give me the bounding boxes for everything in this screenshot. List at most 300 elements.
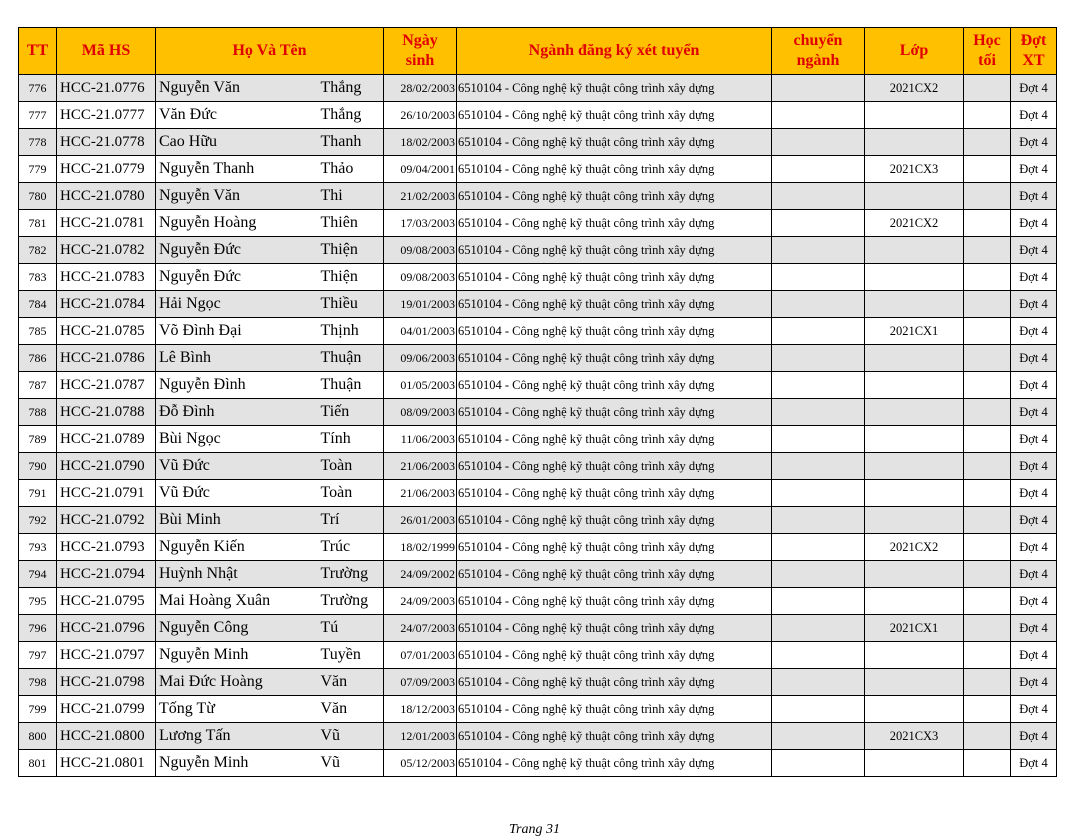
transfer-major-cell <box>772 453 865 480</box>
major-cell: 6510104 - Công nghệ kỹ thuật công trình xây dựng <box>457 129 772 156</box>
student-surname-cell: Nguyễn Thanh <box>156 156 318 183</box>
student-id-cell: HCC-21.0792 <box>57 507 156 534</box>
student-given-name-cell: Tiến <box>318 399 384 426</box>
student-surname-cell: Nguyễn Công <box>156 615 318 642</box>
header-ho-ten <box>156 28 384 75</box>
birth-date-cell: 19/01/2003 <box>384 291 457 318</box>
transfer-major-cell <box>772 426 865 453</box>
evening-class-cell <box>964 399 1011 426</box>
header-tt <box>19 28 57 75</box>
header-ngay-sinh-line1: Ngày <box>402 32 438 49</box>
birth-date-cell: 11/06/2003 <box>384 426 457 453</box>
student-id-cell: HCC-21.0796 <box>57 615 156 642</box>
evening-class-cell <box>964 588 1011 615</box>
table-row <box>19 291 1057 318</box>
evening-class-cell <box>964 318 1011 345</box>
birth-date-cell: 26/01/2003 <box>384 507 457 534</box>
student-id-cell: HCC-21.0783 <box>57 264 156 291</box>
header-ho-ten-label: Họ Và Tên <box>232 42 307 59</box>
birth-date-cell: 07/01/2003 <box>384 642 457 669</box>
admission-round-cell: Đợt 4 <box>1011 426 1057 453</box>
admission-round-cell: Đợt 4 <box>1011 291 1057 318</box>
student-id-cell: HCC-21.0778 <box>57 129 156 156</box>
student-id-cell: HCC-21.0799 <box>57 696 156 723</box>
student-surname-cell: Hải Ngọc <box>156 291 318 318</box>
major-cell: 6510104 - Công nghệ kỹ thuật công trình xây dựng <box>457 345 772 372</box>
evening-class-cell <box>964 615 1011 642</box>
class-name-cell <box>865 183 964 210</box>
student-surname-cell: Nguyễn Đình <box>156 372 318 399</box>
birth-date-cell: 24/09/2003 <box>384 588 457 615</box>
student-id-cell: HCC-21.0790 <box>57 453 156 480</box>
student-surname-cell: Nguyễn Văn <box>156 75 318 102</box>
row-number-cell: 791 <box>19 480 57 507</box>
class-name-cell <box>865 102 964 129</box>
student-id-cell: HCC-21.0794 <box>57 561 156 588</box>
student-surname-cell: Nguyễn Đức <box>156 264 318 291</box>
table-row <box>19 615 1057 642</box>
student-surname-cell: Nguyễn Minh <box>156 642 318 669</box>
major-cell: 6510104 - Công nghệ kỹ thuật công trình xây dựng <box>457 75 772 102</box>
student-given-name-cell: Thuận <box>318 345 384 372</box>
student-given-name-cell: Thắng <box>318 102 384 129</box>
admission-round-cell: Đợt 4 <box>1011 399 1057 426</box>
table-row <box>19 129 1057 156</box>
admission-round-cell: Đợt 4 <box>1011 129 1057 156</box>
student-surname-cell: Văn Đức <box>156 102 318 129</box>
student-surname-cell: Nguyễn Kiến <box>156 534 318 561</box>
student-id-cell: HCC-21.0798 <box>57 669 156 696</box>
major-cell: 6510104 - Công nghệ kỹ thuật công trình xây dựng <box>457 210 772 237</box>
transfer-major-cell <box>772 156 865 183</box>
student-id-cell: HCC-21.0801 <box>57 750 156 777</box>
table-row <box>19 237 1057 264</box>
row-number-cell: 781 <box>19 210 57 237</box>
header-nganh-label: Ngành đăng ký xét tuyển <box>528 42 700 59</box>
major-cell: 6510104 - Công nghệ kỹ thuật công trình xây dựng <box>457 723 772 750</box>
major-cell: 6510104 - Công nghệ kỹ thuật công trình xây dựng <box>457 183 772 210</box>
table-row <box>19 723 1057 750</box>
birth-date-cell: 18/12/2003 <box>384 696 457 723</box>
birth-date-cell: 12/01/2003 <box>384 723 457 750</box>
row-number-cell: 794 <box>19 561 57 588</box>
student-given-name-cell: Trí <box>318 507 384 534</box>
row-number-cell: 782 <box>19 237 57 264</box>
student-id-cell: HCC-21.0793 <box>57 534 156 561</box>
evening-class-cell <box>964 183 1011 210</box>
admission-round-cell: Đợt 4 <box>1011 102 1057 129</box>
header-dot-xt-line1: Đợt <box>1020 32 1047 49</box>
transfer-major-cell <box>772 75 865 102</box>
major-cell: 6510104 - Công nghệ kỹ thuật công trình xây dựng <box>457 696 772 723</box>
evening-class-cell <box>964 345 1011 372</box>
major-cell: 6510104 - Công nghệ kỹ thuật công trình xây dựng <box>457 615 772 642</box>
birth-date-cell: 24/09/2002 <box>384 561 457 588</box>
admission-round-cell: Đợt 4 <box>1011 237 1057 264</box>
major-cell: 6510104 - Công nghệ kỹ thuật công trình xây dựng <box>457 372 772 399</box>
birth-date-cell: 09/08/2003 <box>384 237 457 264</box>
major-cell: 6510104 - Công nghệ kỹ thuật công trình xây dựng <box>457 318 772 345</box>
table-row <box>19 183 1057 210</box>
evening-class-cell <box>964 561 1011 588</box>
header-lop <box>865 28 964 75</box>
student-surname-cell: Lê Bình <box>156 345 318 372</box>
table-row <box>19 372 1057 399</box>
student-id-cell: HCC-21.0786 <box>57 345 156 372</box>
header-ngay-sinh <box>384 28 457 75</box>
admission-round-cell: Đợt 4 <box>1011 669 1057 696</box>
birth-date-cell: 21/02/2003 <box>384 183 457 210</box>
evening-class-cell <box>964 372 1011 399</box>
admission-round-cell: Đợt 4 <box>1011 75 1057 102</box>
transfer-major-cell <box>772 183 865 210</box>
student-given-name-cell: Văn <box>318 696 384 723</box>
transfer-major-cell <box>772 318 865 345</box>
class-name-cell <box>865 237 964 264</box>
admission-round-cell: Đợt 4 <box>1011 561 1057 588</box>
evening-class-cell <box>964 534 1011 561</box>
admission-round-cell: Đợt 4 <box>1011 318 1057 345</box>
header-chuyen-nganh <box>772 28 865 75</box>
major-cell: 6510104 - Công nghệ kỹ thuật công trình xây dựng <box>457 480 772 507</box>
evening-class-cell <box>964 291 1011 318</box>
class-name-cell: 2021CX2 <box>865 75 964 102</box>
birth-date-cell: 08/09/2003 <box>384 399 457 426</box>
row-number-cell: 800 <box>19 723 57 750</box>
admission-round-cell: Đợt 4 <box>1011 534 1057 561</box>
row-number-cell: 785 <box>19 318 57 345</box>
birth-date-cell: 01/05/2003 <box>384 372 457 399</box>
class-name-cell <box>865 264 964 291</box>
row-number-cell: 784 <box>19 291 57 318</box>
class-name-cell <box>865 345 964 372</box>
student-given-name-cell: Tú <box>318 615 384 642</box>
table-row <box>19 75 1057 102</box>
admission-round-cell: Đợt 4 <box>1011 345 1057 372</box>
row-number-cell: 801 <box>19 750 57 777</box>
transfer-major-cell <box>772 723 865 750</box>
major-cell: 6510104 - Công nghệ kỹ thuật công trình xây dựng <box>457 534 772 561</box>
admission-round-cell: Đợt 4 <box>1011 642 1057 669</box>
student-id-cell: HCC-21.0777 <box>57 102 156 129</box>
table-row <box>19 750 1057 777</box>
birth-date-cell: 09/04/2001 <box>384 156 457 183</box>
header-hoc-toi-line1: Học <box>973 32 1001 49</box>
major-cell: 6510104 - Công nghệ kỹ thuật công trình xây dựng <box>457 426 772 453</box>
row-number-cell: 799 <box>19 696 57 723</box>
row-number-cell: 777 <box>19 102 57 129</box>
table-row <box>19 156 1057 183</box>
admission-round-cell: Đợt 4 <box>1011 696 1057 723</box>
admission-round-cell: Đợt 4 <box>1011 183 1057 210</box>
evening-class-cell <box>964 156 1011 183</box>
header-chuyen-nganh-line2: ngành <box>796 52 840 69</box>
transfer-major-cell <box>772 561 865 588</box>
student-surname-cell: Cao Hữu <box>156 129 318 156</box>
major-cell: 6510104 - Công nghệ kỹ thuật công trình xây dựng <box>457 669 772 696</box>
student-given-name-cell: Tuyền <box>318 642 384 669</box>
header-ma-hs <box>57 28 156 75</box>
major-cell: 6510104 - Công nghệ kỹ thuật công trình xây dựng <box>457 453 772 480</box>
header-tt-label: TT <box>26 42 49 59</box>
student-given-name-cell: Thanh <box>318 129 384 156</box>
evening-class-cell <box>964 426 1011 453</box>
table-row <box>19 102 1057 129</box>
major-cell: 6510104 - Công nghệ kỹ thuật công trình xây dựng <box>457 102 772 129</box>
major-cell: 6510104 - Công nghệ kỹ thuật công trình xây dựng <box>457 642 772 669</box>
student-id-cell: HCC-21.0800 <box>57 723 156 750</box>
evening-class-cell <box>964 723 1011 750</box>
class-name-cell <box>865 129 964 156</box>
transfer-major-cell <box>772 372 865 399</box>
student-given-name-cell: Toàn <box>318 453 384 480</box>
student-given-name-cell: Trúc <box>318 534 384 561</box>
student-surname-cell: Võ Đình Đại <box>156 318 318 345</box>
major-cell: 6510104 - Công nghệ kỹ thuật công trình xây dựng <box>457 750 772 777</box>
student-surname-cell: Mai Hoàng Xuân <box>156 588 318 615</box>
evening-class-cell <box>964 480 1011 507</box>
class-name-cell <box>865 291 964 318</box>
header-dot-xt <box>1011 28 1057 75</box>
class-name-cell: 2021CX2 <box>865 210 964 237</box>
transfer-major-cell <box>772 642 865 669</box>
evening-class-cell <box>964 210 1011 237</box>
student-id-cell: HCC-21.0787 <box>57 372 156 399</box>
student-id-cell: HCC-21.0779 <box>57 156 156 183</box>
birth-date-cell: 24/07/2003 <box>384 615 457 642</box>
page-number: Trang 31 <box>509 822 560 837</box>
transfer-major-cell <box>772 291 865 318</box>
table-header <box>19 28 1057 75</box>
transfer-major-cell <box>772 210 865 237</box>
birth-date-cell: 21/06/2003 <box>384 480 457 507</box>
student-surname-cell: Đỗ Đình <box>156 399 318 426</box>
admission-round-cell: Đợt 4 <box>1011 480 1057 507</box>
header-hoc-toi-line2: tối <box>978 52 996 69</box>
row-number-cell: 783 <box>19 264 57 291</box>
transfer-major-cell <box>772 534 865 561</box>
student-given-name-cell: Trường <box>318 561 384 588</box>
admission-round-cell: Đợt 4 <box>1011 156 1057 183</box>
student-id-cell: HCC-21.0795 <box>57 588 156 615</box>
transfer-major-cell <box>772 588 865 615</box>
class-name-cell: 2021CX3 <box>865 723 964 750</box>
class-name-cell <box>865 561 964 588</box>
transfer-major-cell <box>772 237 865 264</box>
row-number-cell: 789 <box>19 426 57 453</box>
evening-class-cell <box>964 129 1011 156</box>
table-row <box>19 507 1057 534</box>
student-id-cell: HCC-21.0785 <box>57 318 156 345</box>
student-surname-cell: Vũ Đức <box>156 480 318 507</box>
student-given-name-cell: Trường <box>318 588 384 615</box>
class-name-cell <box>865 480 964 507</box>
header-hoc-toi <box>964 28 1011 75</box>
student-surname-cell: Lương Tấn <box>156 723 318 750</box>
transfer-major-cell <box>772 615 865 642</box>
student-surname-cell: Bùi Minh <box>156 507 318 534</box>
student-id-cell: HCC-21.0781 <box>57 210 156 237</box>
birth-date-cell: 28/02/2003 <box>384 75 457 102</box>
evening-class-cell <box>964 669 1011 696</box>
student-id-cell: HCC-21.0797 <box>57 642 156 669</box>
birth-date-cell: 07/09/2003 <box>384 669 457 696</box>
birth-date-cell: 26/10/2003 <box>384 102 457 129</box>
table-row <box>19 534 1057 561</box>
student-given-name-cell: Thiện <box>318 264 384 291</box>
evening-class-cell <box>964 696 1011 723</box>
transfer-major-cell <box>772 345 865 372</box>
table-body <box>19 75 1057 777</box>
major-cell: 6510104 - Công nghệ kỹ thuật công trình xây dựng <box>457 291 772 318</box>
birth-date-cell: 04/01/2003 <box>384 318 457 345</box>
table-row <box>19 318 1057 345</box>
student-given-name-cell: Toàn <box>318 480 384 507</box>
student-surname-cell: Nguyễn Hoàng <box>156 210 318 237</box>
student-surname-cell: Nguyễn Văn <box>156 183 318 210</box>
class-name-cell <box>865 426 964 453</box>
header-lop-label: Lớp <box>899 42 929 59</box>
evening-class-cell <box>964 264 1011 291</box>
table-row <box>19 642 1057 669</box>
major-cell: 6510104 - Công nghệ kỹ thuật công trình xây dựng <box>457 264 772 291</box>
student-given-name-cell: Vũ <box>318 750 384 777</box>
evening-class-cell <box>964 507 1011 534</box>
birth-date-cell: 17/03/2003 <box>384 210 457 237</box>
transfer-major-cell <box>772 507 865 534</box>
row-number-cell: 792 <box>19 507 57 534</box>
major-cell: 6510104 - Công nghệ kỹ thuật công trình xây dựng <box>457 399 772 426</box>
student-id-cell: HCC-21.0789 <box>57 426 156 453</box>
row-number-cell: 798 <box>19 669 57 696</box>
birth-date-cell: 21/06/2003 <box>384 453 457 480</box>
table-row <box>19 669 1057 696</box>
transfer-major-cell <box>772 399 865 426</box>
class-name-cell: 2021CX1 <box>865 615 964 642</box>
class-name-cell <box>865 696 964 723</box>
admission-round-cell: Đợt 4 <box>1011 588 1057 615</box>
birth-date-cell: 09/06/2003 <box>384 345 457 372</box>
student-surname-cell: Nguyễn Đức <box>156 237 318 264</box>
table-row <box>19 561 1057 588</box>
student-given-name-cell: Thiện <box>318 237 384 264</box>
class-name-cell <box>865 669 964 696</box>
row-number-cell: 786 <box>19 345 57 372</box>
admission-round-cell: Đợt 4 <box>1011 615 1057 642</box>
major-cell: 6510104 - Công nghệ kỹ thuật công trình xây dựng <box>457 561 772 588</box>
student-surname-cell: Tống Từ <box>156 696 318 723</box>
row-number-cell: 779 <box>19 156 57 183</box>
student-given-name-cell: Tính <box>318 426 384 453</box>
row-number-cell: 788 <box>19 399 57 426</box>
major-cell: 6510104 - Công nghệ kỹ thuật công trình xây dựng <box>457 237 772 264</box>
evening-class-cell <box>964 102 1011 129</box>
student-given-name-cell: Thiều <box>318 291 384 318</box>
row-number-cell: 797 <box>19 642 57 669</box>
table-row <box>19 345 1057 372</box>
row-number-cell: 790 <box>19 453 57 480</box>
admission-round-cell: Đợt 4 <box>1011 210 1057 237</box>
student-id-cell: HCC-21.0782 <box>57 237 156 264</box>
student-given-name-cell: Văn <box>318 669 384 696</box>
admission-round-cell: Đợt 4 <box>1011 507 1057 534</box>
student-given-name-cell: Thi <box>318 183 384 210</box>
major-cell: 6510104 - Công nghệ kỹ thuật công trình xây dựng <box>457 588 772 615</box>
evening-class-cell <box>964 237 1011 264</box>
student-id-cell: HCC-21.0776 <box>57 75 156 102</box>
table-row <box>19 210 1057 237</box>
major-cell: 6510104 - Công nghệ kỹ thuật công trình xây dựng <box>457 507 772 534</box>
table-row <box>19 426 1057 453</box>
class-name-cell: 2021CX2 <box>865 534 964 561</box>
table-row <box>19 588 1057 615</box>
evening-class-cell <box>964 750 1011 777</box>
student-given-name-cell: Thịnh <box>318 318 384 345</box>
student-surname-cell: Vũ Đức <box>156 453 318 480</box>
header-row <box>19 28 1057 75</box>
table-row <box>19 453 1057 480</box>
table-row <box>19 264 1057 291</box>
student-surname-cell: Huỳnh Nhật <box>156 561 318 588</box>
student-table <box>18 27 1057 777</box>
class-name-cell <box>865 372 964 399</box>
student-surname-cell: Bùi Ngọc <box>156 426 318 453</box>
student-given-name-cell: Thắng <box>318 75 384 102</box>
transfer-major-cell <box>772 669 865 696</box>
row-number-cell: 793 <box>19 534 57 561</box>
student-surname-cell: Nguyễn Minh <box>156 750 318 777</box>
header-chuyen-nganh-line1: chuyển <box>793 32 843 49</box>
student-id-cell: HCC-21.0780 <box>57 183 156 210</box>
birth-date-cell: 18/02/2003 <box>384 129 457 156</box>
row-number-cell: 796 <box>19 615 57 642</box>
transfer-major-cell <box>772 750 865 777</box>
birth-date-cell: 18/02/1999 <box>384 534 457 561</box>
class-name-cell: 2021CX3 <box>865 156 964 183</box>
student-id-cell: HCC-21.0791 <box>57 480 156 507</box>
evening-class-cell <box>964 75 1011 102</box>
row-number-cell: 795 <box>19 588 57 615</box>
birth-date-cell: 05/12/2003 <box>384 750 457 777</box>
admission-round-cell: Đợt 4 <box>1011 264 1057 291</box>
admission-round-cell: Đợt 4 <box>1011 723 1057 750</box>
admission-round-cell: Đợt 4 <box>1011 453 1057 480</box>
class-name-cell <box>865 399 964 426</box>
student-given-name-cell: Thiên <box>318 210 384 237</box>
evening-class-cell <box>964 453 1011 480</box>
admission-round-cell: Đợt 4 <box>1011 372 1057 399</box>
student-id-cell: HCC-21.0788 <box>57 399 156 426</box>
admission-round-cell: Đợt 4 <box>1011 750 1057 777</box>
class-name-cell <box>865 507 964 534</box>
header-dot-xt-line2: XT <box>1022 52 1045 69</box>
student-surname-cell: Mai Đức Hoàng <box>156 669 318 696</box>
header-ngay-sinh-line2: sinh <box>405 52 435 69</box>
header-ma-hs-label: Mã HS <box>81 42 131 59</box>
evening-class-cell <box>964 642 1011 669</box>
table-row <box>19 696 1057 723</box>
row-number-cell: 787 <box>19 372 57 399</box>
student-id-cell: HCC-21.0784 <box>57 291 156 318</box>
class-name-cell <box>865 642 964 669</box>
table-row <box>19 399 1057 426</box>
table-row <box>19 480 1057 507</box>
transfer-major-cell <box>772 264 865 291</box>
transfer-major-cell <box>772 129 865 156</box>
class-name-cell <box>865 453 964 480</box>
transfer-major-cell <box>772 480 865 507</box>
row-number-cell: 776 <box>19 75 57 102</box>
